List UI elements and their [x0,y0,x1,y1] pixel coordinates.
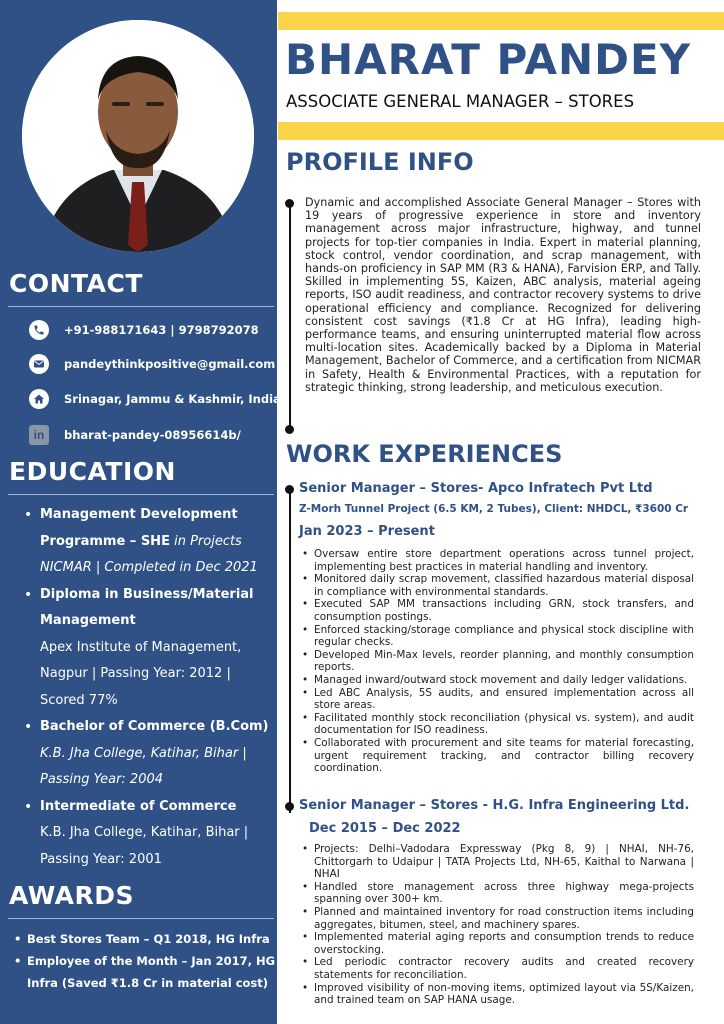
job-dates: Dec 2015 – Dec 2022 [309,821,461,836]
list-item: • Led ABC Analysis, 5S audits, and ensured implementation across all store areas. [302,686,694,712]
email-icon [29,354,49,374]
list-item: • Developed Min-Max levels, reorder planning, and monthly consumption reports. [302,648,694,674]
timeline-dot [285,802,294,811]
education-divider [8,494,274,495]
job-title: Senior Manager – Stores- Apco Infratech Pvt Ltd [299,481,653,496]
list-item: • Planned and maintained inventory for road construction items including aggregates, bitumen, steel, and machinery spares. [302,905,694,931]
profile-summary: Dynamic and accomplished Associate General Manager – Stores with 19 years of progressive experience in store and inventory management across major infrastructure, highway, and tunnel projects for top-tier companies in India. Expert in material planning, stock control, vendor coordination, and scrap management, with hands-on proficiency in SAP MM (R3 & HANA), Farvision ERP, and Tally. Skilled in implementing 5S, Kaizen, ABC analysis, material ageing reports, ISO audit readiness, and contractor recovery systems to drive operational efficiency and compliance. Recognized for delivering consistent cost savings (₹1.8 Cr at HG Infra), leading high-performance teams, and ensuring uninterrupted material flow across multi-location sites. Academically backed by a Diploma in Material Management, Bachelor of Commerce, and a certification from NICMAR in Safety, Health & Environmental Practices, with a reputation for strategic thinking, strong leadership, and meticulous execution. [305,196,701,394]
contact-location-text: Srinagar, Jammu & Kashmir, India [64,392,281,406]
list-item: • Improved visibility of non-moving items, optimized layout via 5S/Kaizen, and trained team on SAP HANA usage. [302,981,694,1007]
job-bullets [302,843,694,1007]
awards-heading: AWARDS [9,881,135,910]
list-item: • Executed SAP MM transactions including GRN, stock transfers, and consumption postings. [302,598,694,623]
education-item: • Management Development Programme – SHE in Projects NICMAR | Completed in Dec 2021 [24,507,258,575]
list-item: • Oversaw entire store department operations across tunnel project, implementing best practices in material handling and inventory. [302,548,694,573]
list-item: • Collaborated with procurement and site teams for material forecasting, urgent requirement tracking, and contractor billing recovery coordination. [302,736,694,775]
contact-email-text: pandeythinkpositive@gmail.com [64,357,276,371]
list-item: • Projects: Delhi–Vadodara Expressway (Pkg 8, 9) | NHAI, NH-76, Chittorgarh to Udaipur | TATA Projects Ltd, NH-65, Kaithal to Narwana | NHAI [302,843,694,881]
contact-heading: CONTACT [9,269,143,298]
list-item: • Facilitated monthly stock reconciliation (physical vs. system), and audit documentation for ISO readiness. [302,711,694,737]
accent-bar-top [278,12,724,30]
profile-heading: PROFILE INFO [286,148,474,176]
list-item: • Enforced stacking/storage compliance and physical stock discipline with regular checks. [302,623,694,649]
list-item: • Handled store management across three highway mega-projects spanning over 300+ km. [302,880,694,906]
list-item: • Implemented material aging reports and consumption trends to reduce overstocking. [302,931,694,956]
portrait-illustration [22,20,254,252]
accent-bar-bottom [278,122,724,140]
job-dates: Jan 2023 – Present [299,524,435,539]
profile-photo [22,20,254,252]
list-item: • Led periodic contractor recovery audits and created recovery statements for reconciliation. [302,956,694,981]
work-heading: WORK EXPERIENCES [286,440,563,468]
timeline-dot [285,425,294,434]
awards-list [14,928,276,994]
timeline-line [289,203,291,429]
home-icon [29,389,49,409]
linkedin-icon: in [29,425,49,445]
contact-phone[interactable] [29,319,259,341]
awards-divider [8,918,274,919]
education-heading: EDUCATION [9,457,176,486]
award-item: • Employee of the Month – Jan 2017, HG Infra (Saved ₹1.8 Cr in material cost) [14,954,276,990]
contact-email[interactable] [29,353,275,375]
phone-icon [29,320,49,340]
contact-linkedin[interactable] [29,424,241,446]
timeline-dot [285,199,294,208]
candidate-role: ASSOCIATE GENERAL MANAGER – STORES [286,92,635,111]
education-item: • Intermediate of Commerce K.B. Jha College, Katihar, Bihar | Passing Year: 2001 [24,798,249,867]
sidebar [0,0,281,1024]
contact-phone-text: +91-988171643 | 9798792078 [64,323,259,337]
education-item: • Diploma in Business/Material Management Apex Institute of Management, Nagpur | Passing Year: 2012 | Scored 77% [24,586,254,708]
timeline-line [289,489,291,813]
contact-location [29,388,281,410]
education-list [24,502,269,873]
contact-divider [8,306,274,307]
candidate-name: BHARAT PANDEY [285,35,692,84]
timeline-dot [285,485,294,494]
job-bullets [302,548,694,775]
education-item: • Bachelor of Commerce (B.Com) K.B. Jha College, Katihar, Bihar | Passing Year: 2004 [24,719,269,787]
contact-linkedin-text: bharat-pandey-08956614b/ [64,428,241,442]
award-item: • Best Stores Team – Q1 2018, HG Infra [14,932,270,946]
job-title: Senior Manager – Stores - H.G. Infra Engineering Ltd. [299,798,690,813]
list-item: • Managed inward/outward stock movement and daily ledger validations. [302,673,688,686]
job-project: Z-Morh Tunnel Project (6.5 KM, 2 Tubes), Client: NHDCL, ₹3600 Cr [299,503,689,515]
list-item: • Monitored daily scrap movement, classified hazardous material disposal in compliance with environmental standards. [302,573,694,598]
